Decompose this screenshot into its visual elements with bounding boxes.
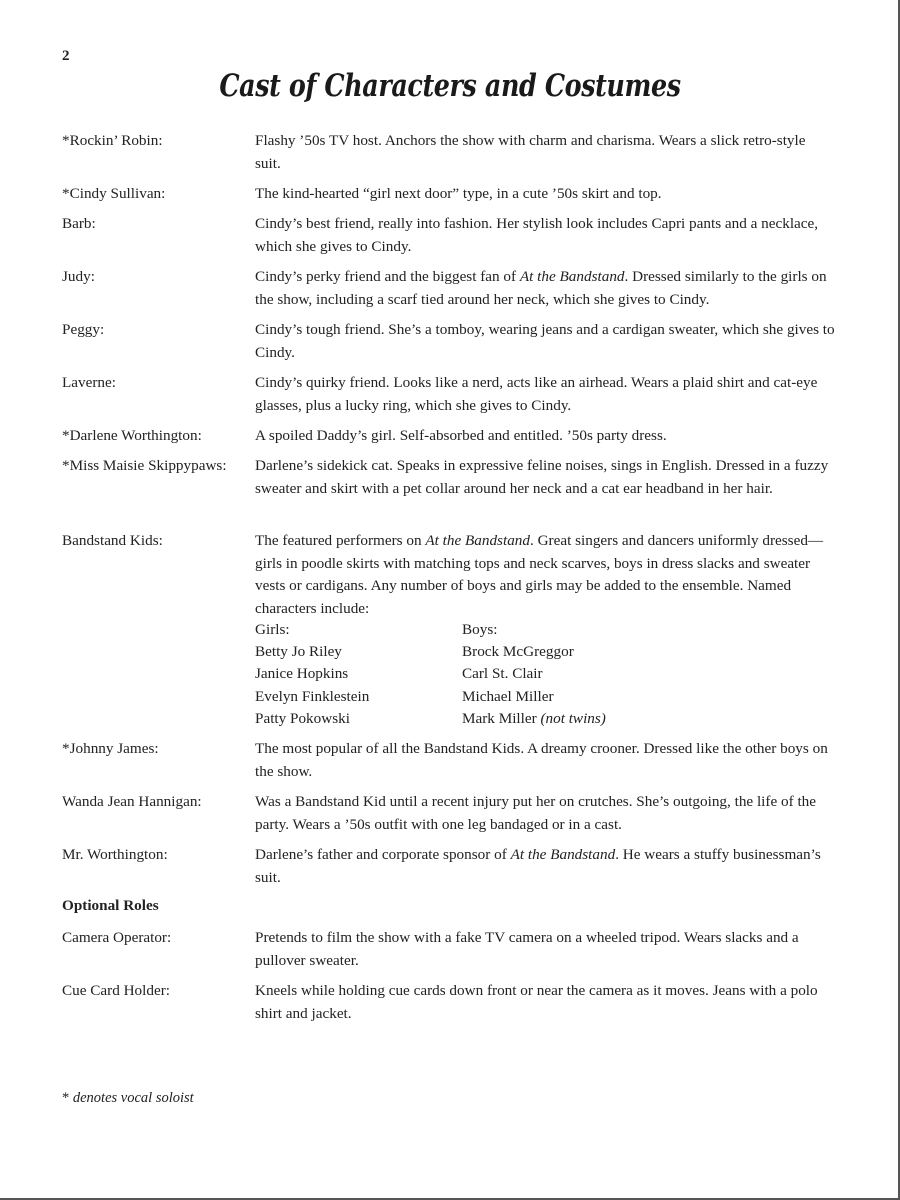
description-text: Cindy’s perky friend and the biggest fan of — [255, 268, 520, 285]
character-name: Laverne: — [62, 374, 116, 391]
character-name: Bandstand Kids: — [62, 532, 163, 549]
show-title: At the Bandstand — [510, 846, 616, 863]
character-description — [255, 266, 835, 311]
character-description: Cindy’s tough friend. She’s a tomboy, wearing jeans and a cardigan sweater, which she gives to Cindy. — [255, 321, 835, 361]
girls-label: Girls: — [255, 621, 290, 638]
role-name: Cue Card Holder: — [62, 982, 170, 999]
character-name: Mr. Worthington: — [62, 846, 168, 863]
optional-roles-heading: Optional Roles — [62, 897, 159, 914]
description-text: . Dressed similarly to the girls on the show, including a scarf tied around her neck, which she gives to Cindy. — [255, 268, 827, 308]
character-description — [255, 844, 835, 889]
character-name: *Darlene Worthington: — [62, 427, 202, 444]
character-description: Cindy’s quirky friend. Looks like a nerd, acts like an airhead. Wears a plaid shirt and cat-eye glasses, plus a lucky ring, which she gives to Cindy. — [255, 374, 818, 414]
boy-name — [462, 708, 606, 730]
character-description — [255, 530, 835, 620]
boys-column — [462, 619, 606, 730]
girl-name: Evelyn Finklestein — [255, 687, 370, 705]
boy-name: Michael Miller — [462, 687, 554, 705]
description-text: . Great singers and dancers uniformly dressed—girls in poodle skirts with matching tops and neck scarves, boys in dress slacks and sweater vests or cardigans. Any number of boys and girls may be added to the ensemble. Named characters include: — [255, 532, 824, 617]
character-description: A spoiled Daddy’s girl. Self-absorbed and entitled. ’50s party dress. — [255, 427, 667, 444]
boy-name: Brock McGreggor — [462, 643, 574, 661]
show-title: At the Bandstand — [425, 532, 530, 549]
character-name: Wanda Jean Hannigan: — [62, 793, 202, 810]
character-name: *Miss Maisie Skippypaws: — [62, 457, 227, 474]
character-name: Peggy: — [62, 321, 105, 338]
page-number: 2 — [62, 48, 70, 64]
character-name: *Johnny James: — [62, 740, 159, 757]
character-name: Judy: — [62, 268, 95, 285]
character-name: *Cindy Sullivan: — [62, 185, 166, 202]
role-description: Kneels while holding cue cards down front or near the camera as it moves. Jeans with a polo shirt and jacket. — [255, 982, 818, 1022]
girl-name: Patty Pokowski — [255, 709, 350, 727]
character-description: The kind-hearted “girl next door” type, in a cute ’50s skirt and top. — [255, 185, 662, 202]
girl-name: Janice Hopkins — [255, 665, 349, 683]
character-description: Darlene’s sidekick cat. Speaks in expressive feline noises, sings in English. Dressed in a fuzzy sweater and skirt with a pet collar around her neck and a cat ear headband in her hair. — [255, 457, 829, 497]
girl-name: Betty Jo Riley — [255, 643, 342, 661]
show-title: At the Bandstand — [519, 268, 625, 285]
character-name: *Rockin’ Robin: — [62, 132, 163, 149]
description-text: The featured performers on — [255, 532, 426, 549]
character-name: Barb: — [62, 215, 96, 232]
footnote — [62, 1090, 194, 1107]
description-text: . He wears a stuffy businessman’s suit. — [255, 846, 821, 886]
character-description: Was a Bandstand Kid until a recent injury put her on crutches. She’s outgoing, the life of the party. Wears a ’50s outfit with one leg bandaged or in a cast. — [255, 793, 817, 833]
boys-label: Boys: — [462, 621, 498, 638]
footnote-text: denotes vocal soloist — [72, 1090, 194, 1106]
role-name: Camera Operator: — [62, 929, 172, 946]
girls-column — [255, 619, 369, 730]
character-description: The most popular of all the Bandstand Kids. A dreamy crooner. Dressed like the other boys on the show. — [255, 740, 828, 780]
boy-name: Carl St. Clair — [462, 665, 543, 683]
boy-name-text: Mark Miller — [462, 709, 537, 727]
footnote-star: * — [62, 1090, 70, 1106]
description-text: Darlene’s father and corporate sponsor of — [255, 846, 511, 863]
page-title: Cast of Characters and Costumes — [219, 68, 681, 104]
twins-note: (not twins) — [540, 709, 606, 727]
role-description: Pretends to film the show with a fake TV camera on a wheeled tripod. Wears slacks and a pullover sweater. — [255, 929, 799, 969]
character-description: Flashy ’50s TV host. Anchors the show with charm and charisma. Wears a slick retro-style suit. — [255, 132, 806, 172]
character-description: Cindy’s best friend, really into fashion. Her stylish look includes Capri pants and a necklace, which she gives to Cindy. — [255, 215, 819, 255]
